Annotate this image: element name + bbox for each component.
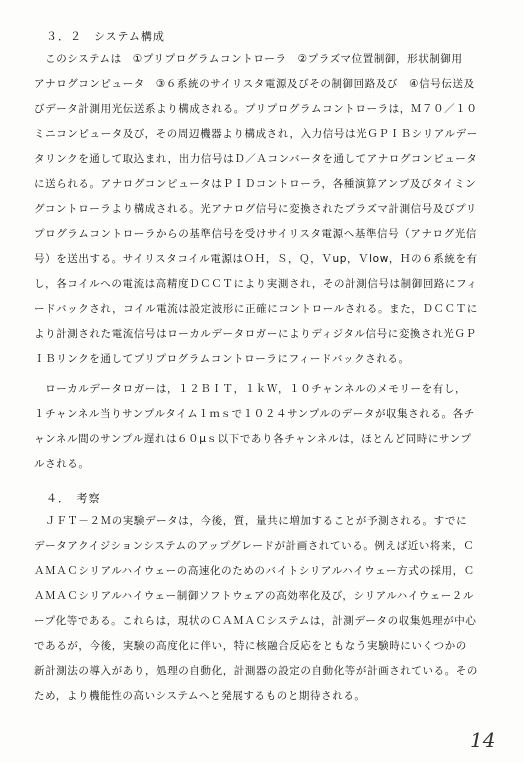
body-line: し，各コイルへの電流は高精度ＤＣＣＴにより実測され，その計測信号は制御回路にフィ bbox=[34, 278, 478, 290]
body-line: ＡＭＡＣシリアルハイウェー制御ソフトウェアの高効率化及び，シリアルハイウェー２ル bbox=[34, 590, 475, 602]
body-line: ＪＦＴ－２Ｍの実験データは，今後，質，量共に増加することが予測される。すでに bbox=[34, 515, 468, 527]
page-number: 14 bbox=[470, 728, 496, 752]
body-line: ードバックされ，コイル電流は設定波形に正確にコントロールされる。また，ＤＣＣＴに bbox=[34, 303, 478, 315]
body-line: ミニコンピュータ及び，その周辺機器より構成され，入力信号は光ＧＰＩＢシリアルデー bbox=[34, 128, 478, 140]
body-line: タリンクを通して取込まれ，出力信号はＤ／Ａコンバータを通してアナログコンピュータ bbox=[34, 153, 478, 165]
body-line: このシステムは ①プリプログラムコントローラ ②プラズマ位置制御，形状制御用 bbox=[34, 53, 463, 65]
body-line: ため，より機能性の高いシステムへと発展するものと期待される。 bbox=[34, 690, 366, 702]
body-line: 新計測法の導入があり，処理の自動化，計測器の設定の自動化等が計画されている。その bbox=[34, 665, 478, 677]
body-line: グコントローラより構成される。光アナログ信号に変換されたプラズマ計測信号及びプリ bbox=[34, 203, 477, 215]
body-line: ルされる。 bbox=[34, 458, 90, 470]
section-heading-discussion: ４． 考察 bbox=[46, 492, 101, 505]
body-line: 号）を送出する。サイリスタコイル電源はＯＨ，Ｓ，Ｑ，Ｖup，Ｖlow，Ｈの６系統を有 bbox=[34, 253, 478, 265]
body-line: に送られる。アナログコンピュータはＰＩＤコントローラ，各種演算アンプ及びタイミン bbox=[34, 178, 477, 190]
body-line: ャンネル間のサンプル遅れは６０μｓ以下であり各チャンネルは，ほとんど同時にサンプ bbox=[34, 433, 472, 445]
body-line: より計測された電流信号はローカルデータロガーによりディジタル信号に変換され光ＧＰ bbox=[34, 328, 477, 340]
section-heading-system-configuration: ３．２ システム構成 bbox=[46, 30, 165, 43]
body-line: データアクイジションシステムのアップグレードが計画されている。例えば近い将来，Ｃ bbox=[34, 540, 475, 552]
body-line: びデータ計測用光伝送系より構成される。プリプログラムコントローラは，Ｍ７０／１０ bbox=[34, 103, 478, 115]
body-line: プログラムコントローラからの基準信号を受けサイリスタ電源へ基準信号（アナログ光信 bbox=[34, 228, 477, 240]
body-line: １チャンネル当りサンプルタイム１ｍｓで１０２４サンプルのデータが収集される。各チ bbox=[34, 408, 475, 420]
body-line: ローカルデータロガーは，１２ＢＩＴ，１ｋＷ，１０チャンネルのメモリーを有し， bbox=[34, 383, 467, 395]
body-line: アナログコンピュータ ③６系統のサイリスタ電源及びその制御回路及び ④信号伝送及 bbox=[34, 78, 475, 90]
body-line: ＩＢリンクを通してプリプログラムコントローラにフィードバックされる。 bbox=[34, 353, 410, 365]
body-line: ＡＭＡＣシリアルハイウェーの高速化のためのバイトシリアルハイウェー方式の採用，Ｃ bbox=[34, 565, 475, 577]
body-line: ープ化等である。これらは，現状のＣＡＭＡＣシステムは，計測データの収集処理が中心 bbox=[34, 615, 477, 627]
body-line: であるが，今後，実験の高度化に伴い，特に核融合反応をともなう実験時にいくつかの bbox=[34, 640, 467, 652]
